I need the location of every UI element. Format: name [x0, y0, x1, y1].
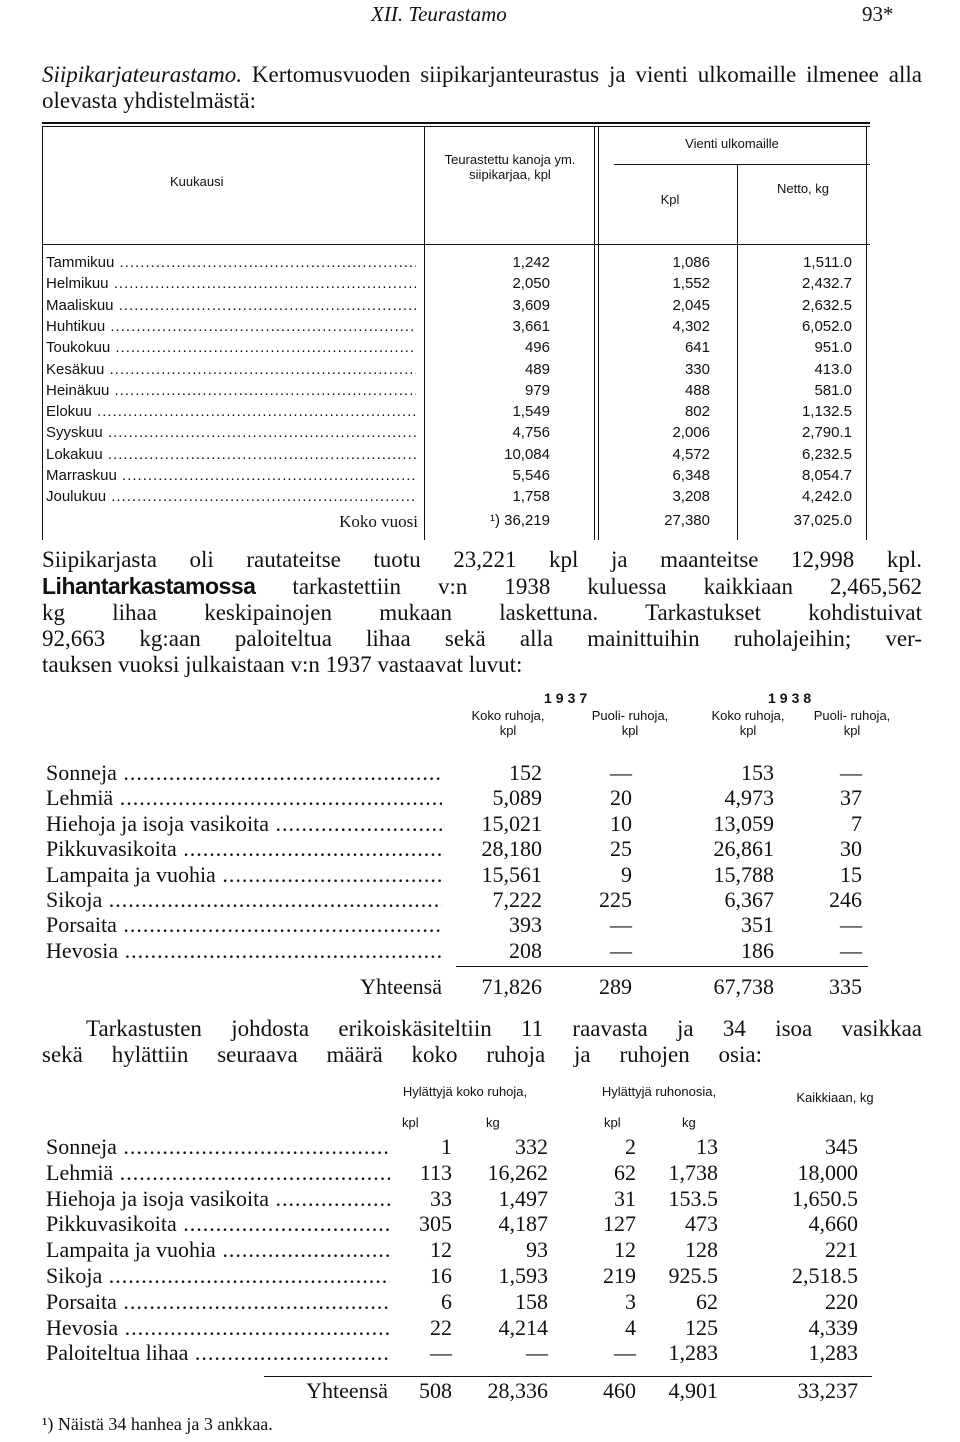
export-netto-cell: 2,790.1	[801, 424, 852, 442]
month-label: Huhtikuu .....	[46, 318, 416, 335]
whole-kg-cell: 1,497	[498, 1185, 548, 1211]
h-rejected-parts: Hylättyjä ruhonosia,	[601, 1084, 717, 1099]
koko-1937-cell: 152	[509, 760, 542, 785]
running-head-section: XII. Teurastamo	[371, 2, 507, 26]
month-label: Kesäkuu .....	[46, 361, 416, 378]
table-row	[0, 1211, 960, 1236]
parts-kg-cell: 62	[696, 1288, 718, 1314]
parts-kg-cell: 925.5	[668, 1263, 718, 1288]
puoli-1938-cell: 37	[840, 785, 862, 811]
parts-kpl-cell: 31	[614, 1185, 636, 1211]
parts-kg-cell: 125	[685, 1314, 718, 1340]
col-slaughtered-header: Teurastettu kanoja ym. siipikarjaa, kpl	[444, 152, 576, 182]
whole-kpl-cell: —	[430, 1340, 452, 1366]
slaughtered-cell: 1,549	[512, 403, 550, 421]
koko-1938-cell: 153	[741, 760, 774, 785]
total-slaughtered: ¹) 36,219	[489, 512, 550, 529]
export-kpl-cell: 4,302	[672, 317, 710, 335]
export-netto-cell: 1,511.0	[803, 254, 852, 271]
month-label: Heinäkuu .....	[46, 382, 416, 399]
puoli-1938-cell: 7	[851, 810, 862, 836]
col-export-netto-header: Netto, kg	[776, 181, 830, 196]
animal-label: Lampaita ja vuohia .....	[46, 862, 442, 888]
slaughtered-cell: 3,661	[512, 317, 550, 335]
t3-total-e: 33,237	[797, 1378, 858, 1403]
h-kpl-a: kpl	[402, 1115, 419, 1130]
whole-kg-cell: 1,593	[498, 1263, 548, 1288]
total-kg-cell: 18,000	[797, 1159, 858, 1185]
animal-label: Sonneja .....	[46, 760, 442, 786]
export-kpl-cell: 6,348	[672, 467, 710, 484]
animal-label: Sikoja .....	[46, 887, 442, 913]
koko-1937-cell: 393	[509, 912, 542, 938]
animal-label: Hiehoja ja isoja vasikoita .....	[46, 811, 442, 837]
puoli-1938-cell: —	[840, 912, 862, 938]
export-kpl-cell: 4,572	[672, 445, 710, 463]
whole-kpl-cell: 12	[430, 1237, 452, 1263]
export-netto-cell: 8,054.7	[801, 467, 852, 484]
slaughtered-cell: 1,242	[512, 254, 550, 271]
puoli-1937-cell: 225	[599, 887, 632, 912]
puoli-1937-cell: 10	[610, 810, 632, 836]
month-label: Elokuu .....	[46, 403, 416, 420]
koko-1938-cell: 186	[741, 937, 774, 963]
slaughtered-cell: 5,546	[512, 467, 550, 484]
parts-kpl-cell: 12	[614, 1237, 636, 1263]
t2-total-label: Yhteensä	[360, 974, 442, 999]
parts-kpl-cell: —	[614, 1340, 636, 1366]
parts-kg-cell: 473	[685, 1211, 718, 1237]
para2-line3: kg lihaa keskipainojen mukaan laskettuna. Tarkastukset kohdistuivat	[42, 600, 922, 625]
parts-kg-cell: 1,283	[668, 1340, 718, 1366]
total-kg-cell: 4,339	[808, 1314, 858, 1340]
koko-1938-cell: 15,788	[713, 861, 774, 887]
puoli-1937-cell: 20	[610, 785, 632, 811]
export-kpl-cell: 330	[684, 360, 710, 378]
para2-line1: Siipikarjasta oli rautateitse tuotu 23,221 kpl ja maanteitse 12,998 kpl.	[42, 547, 922, 572]
puoli-1938-cell: 15	[840, 861, 862, 887]
total-kg-cell: 1,283	[808, 1340, 858, 1366]
slaughtered-cell: 3,609	[512, 296, 550, 314]
animal-label: Lehmiä .....	[46, 1160, 390, 1186]
koko-1938-cell: 351	[741, 912, 774, 938]
koko-1937-cell: 28,180	[481, 836, 542, 862]
puoli-1938-cell: 30	[840, 836, 862, 862]
parts-kg-cell: 13	[696, 1134, 718, 1159]
footnote: ¹) Näistä 34 hanhea ja 3 ankkaa.	[42, 1414, 273, 1434]
t2-total-k37: 71,826	[481, 974, 542, 999]
whole-kg-cell: 158	[515, 1288, 548, 1314]
h-puoli-1938: Puoli- ruhoja, kpl	[813, 708, 891, 738]
slaughtered-cell: 979	[524, 381, 550, 399]
slaughtered-cell: 10,084	[504, 445, 550, 463]
year-1938: 1938	[768, 690, 816, 706]
export-netto-cell: 6,232.5	[801, 445, 852, 463]
slaughtered-cell: 4,756	[512, 424, 550, 442]
month-label: Joulukuu .....	[46, 488, 416, 505]
animal-label: Hevosia .....	[46, 1315, 390, 1341]
export-netto-cell: 951.0	[814, 339, 852, 357]
total-kg-cell: 345	[825, 1134, 858, 1159]
animal-label: Porsaita .....	[46, 1289, 390, 1315]
export-netto-cell: 6,052.0	[801, 317, 852, 335]
slaughtered-cell: 489	[524, 360, 550, 378]
animal-label: Lehmiä .....	[46, 785, 442, 811]
col-export-kpl-header: Kpl	[660, 192, 680, 207]
para2-line4: 92,663 kg:aan paloiteltua lihaa sekä alla mainittuihin ruholajeihin; ver-	[42, 626, 922, 651]
table-row	[0, 1134, 960, 1159]
parts-kpl-cell: 62	[614, 1159, 636, 1185]
parts-kg-cell: 128	[685, 1237, 718, 1263]
slaughtered-cell: 1,758	[512, 488, 550, 506]
koko-1938-cell: 26,861	[713, 836, 774, 862]
animal-label: Pikkuvasikoita .....	[46, 1211, 390, 1237]
whole-kg-cell: 93	[526, 1237, 548, 1263]
intro-text: Kertomusvuoden siipikarjanteurastus ja vienti ulkomaille ilmenee alla olevasta yhdistelmästä:	[42, 62, 922, 113]
month-label: Maaliskuu .....	[46, 297, 416, 314]
koko-1937-cell: 15,021	[481, 810, 542, 836]
intro-title: Siipikarjateurastamo.	[42, 62, 242, 87]
export-netto-cell: 413.0	[814, 360, 852, 378]
koko-1938-cell: 13,059	[713, 810, 774, 836]
whole-kpl-cell: 22	[430, 1314, 452, 1340]
export-kpl-cell: 3,208	[672, 488, 710, 506]
koko-1937-cell: 15,561	[481, 861, 542, 887]
month-label: Syyskuu .....	[46, 424, 416, 441]
total-kg-cell: 4,660	[808, 1211, 858, 1237]
koko-1937-cell: 208	[509, 937, 542, 963]
table-row	[0, 1186, 960, 1211]
month-label: Helmikuu .....	[46, 275, 416, 292]
table-row	[0, 1263, 960, 1288]
animal-label: Porsaita .....	[46, 912, 442, 938]
h-kpl-c: kpl	[604, 1115, 621, 1130]
h-koko-1938: Koko ruhoja, kpl	[711, 708, 785, 738]
parts-kpl-cell: 219	[603, 1263, 636, 1288]
table3-total-row	[0, 1378, 960, 1403]
table-row	[0, 1340, 960, 1365]
whole-kpl-cell: 1	[441, 1134, 452, 1159]
export-kpl-cell: 641	[684, 339, 710, 357]
h-total-kg: Kaikkiaan, kg	[796, 1090, 874, 1105]
para2-line2: tarkastettiin v:n 1938 kuluessa kaikkiaan 2,465,562	[255, 574, 922, 599]
puoli-1937-cell: 25	[610, 836, 632, 862]
export-netto-cell: 2,632.5	[801, 296, 852, 314]
whole-kpl-cell: 33	[430, 1185, 452, 1211]
puoli-1937-cell: —	[610, 912, 632, 938]
h-koko-1937: Koko ruhoja, kpl	[471, 708, 545, 738]
t3-total-c: 460	[603, 1378, 636, 1403]
koko-1938-cell: 6,367	[724, 887, 774, 912]
animal-label: Hevosia .....	[46, 938, 442, 964]
col-export-header: Vienti ulkomaille	[685, 136, 779, 151]
whole-kg-cell: 16,262	[487, 1159, 548, 1185]
animal-label: Pikkuvasikoita .....	[46, 836, 442, 862]
whole-kg-cell: —	[526, 1340, 548, 1366]
parts-kpl-cell: 3	[625, 1288, 636, 1314]
para3-line1: Tarkastusten johdosta erikoiskäsiteltiin 11 raavasta ja 34 isoa vasikkaa	[86, 1016, 922, 1041]
total-kg-cell: 220	[825, 1288, 858, 1314]
koko-1937-cell: 5,089	[492, 785, 542, 811]
page-number: 93*	[862, 2, 894, 26]
t2-total-k38: 67,738	[713, 974, 774, 999]
t3-total-a: 508	[419, 1378, 452, 1403]
animal-label: Paloiteltua lihaa .....	[46, 1340, 390, 1366]
parts-kpl-cell: 4	[625, 1314, 636, 1340]
col-month-header: Kuukausi	[170, 174, 224, 189]
table-row	[0, 1315, 960, 1340]
animal-label: Sikoja .....	[46, 1263, 390, 1289]
month-label: Lokakuu .....	[46, 446, 416, 463]
table-row	[0, 1289, 960, 1314]
t2-total-p38: 335	[829, 974, 862, 999]
puoli-1937-cell: —	[610, 760, 632, 785]
total-kpl: 27,380	[664, 512, 710, 529]
h-puoli-1937: Puoli- ruhoja, kpl	[591, 708, 669, 738]
export-netto-cell: 581.0	[814, 381, 852, 399]
table-row	[0, 1237, 960, 1262]
puoli-1938-cell: 246	[829, 887, 862, 912]
parts-kg-cell: 1,738	[668, 1159, 718, 1185]
koko-1938-cell: 4,973	[724, 785, 774, 811]
t3-total-label: Yhteensä	[306, 1378, 388, 1403]
puoli-1937-cell: 9	[621, 861, 632, 887]
whole-kg-cell: 332	[515, 1134, 548, 1159]
export-kpl-cell: 1,086	[672, 254, 710, 271]
year-1937: 1937	[544, 690, 592, 706]
month-label: Toukokuu .....	[46, 339, 416, 356]
whole-kg-cell: 4,214	[498, 1314, 548, 1340]
h-kg-b: kg	[486, 1115, 500, 1130]
whole-kg-cell: 4,187	[498, 1211, 548, 1237]
month-label: Tammikuu .....	[46, 254, 416, 271]
h-kg-d: kg	[682, 1115, 696, 1130]
animal-label: Sonneja .....	[46, 1134, 390, 1160]
total-kg-cell: 1,650.5	[792, 1185, 858, 1211]
month-label: Marraskuu .....	[46, 467, 416, 484]
total-kg-cell: 221	[825, 1237, 858, 1263]
export-kpl-cell: 488	[684, 381, 710, 399]
export-netto-cell: 4,242.0	[801, 488, 852, 506]
parts-kg-cell: 153.5	[668, 1185, 718, 1211]
slaughtered-cell: 496	[524, 339, 550, 357]
export-kpl-cell: 2,006	[672, 424, 710, 442]
total-label: Koko vuosi	[339, 512, 418, 531]
export-kpl-cell: 802	[684, 403, 710, 421]
export-netto-cell: 1,132.5	[801, 403, 852, 421]
puoli-1937-cell: —	[610, 937, 632, 963]
whole-kpl-cell: 305	[419, 1211, 452, 1237]
puoli-1938-cell: —	[840, 937, 862, 963]
whole-kpl-cell: 113	[419, 1159, 452, 1185]
para2-bold: Lihantarkastamossa	[42, 573, 256, 599]
export-netto-cell: 2,432.7	[801, 275, 852, 293]
t3-total-b: 28,336	[487, 1378, 548, 1403]
puoli-1938-cell: —	[840, 760, 862, 785]
para2-line5: tauksen vuoksi julkaistaan v:n 1937 vastaavat luvut:	[42, 652, 523, 677]
para3-line2: sekä hylättiin seuraava määrä koko ruhoja ja ruhojen osia:	[42, 1042, 762, 1067]
whole-kpl-cell: 6	[441, 1288, 452, 1314]
total-kg-cell: 2,518.5	[792, 1263, 858, 1288]
whole-kpl-cell: 16	[430, 1263, 452, 1288]
parts-kpl-cell: 127	[603, 1211, 636, 1237]
h-rejected-whole: Hylättyjä koko ruhoja,	[402, 1084, 528, 1099]
table-row	[0, 1160, 960, 1185]
animal-label: Hiehoja ja isoja vasikoita .....	[46, 1186, 390, 1212]
animal-label: Lampaita ja vuohia .....	[46, 1237, 390, 1263]
parts-kpl-cell: 2	[625, 1134, 636, 1159]
koko-1937-cell: 7,222	[492, 887, 542, 912]
t2-total-p37: 289	[599, 974, 632, 999]
t3-total-d: 4,901	[668, 1378, 718, 1403]
total-netto: 37,025.0	[793, 512, 852, 529]
export-kpl-cell: 1,552	[672, 275, 710, 293]
slaughtered-cell: 2,050	[512, 275, 550, 293]
export-kpl-cell: 2,045	[672, 296, 710, 314]
